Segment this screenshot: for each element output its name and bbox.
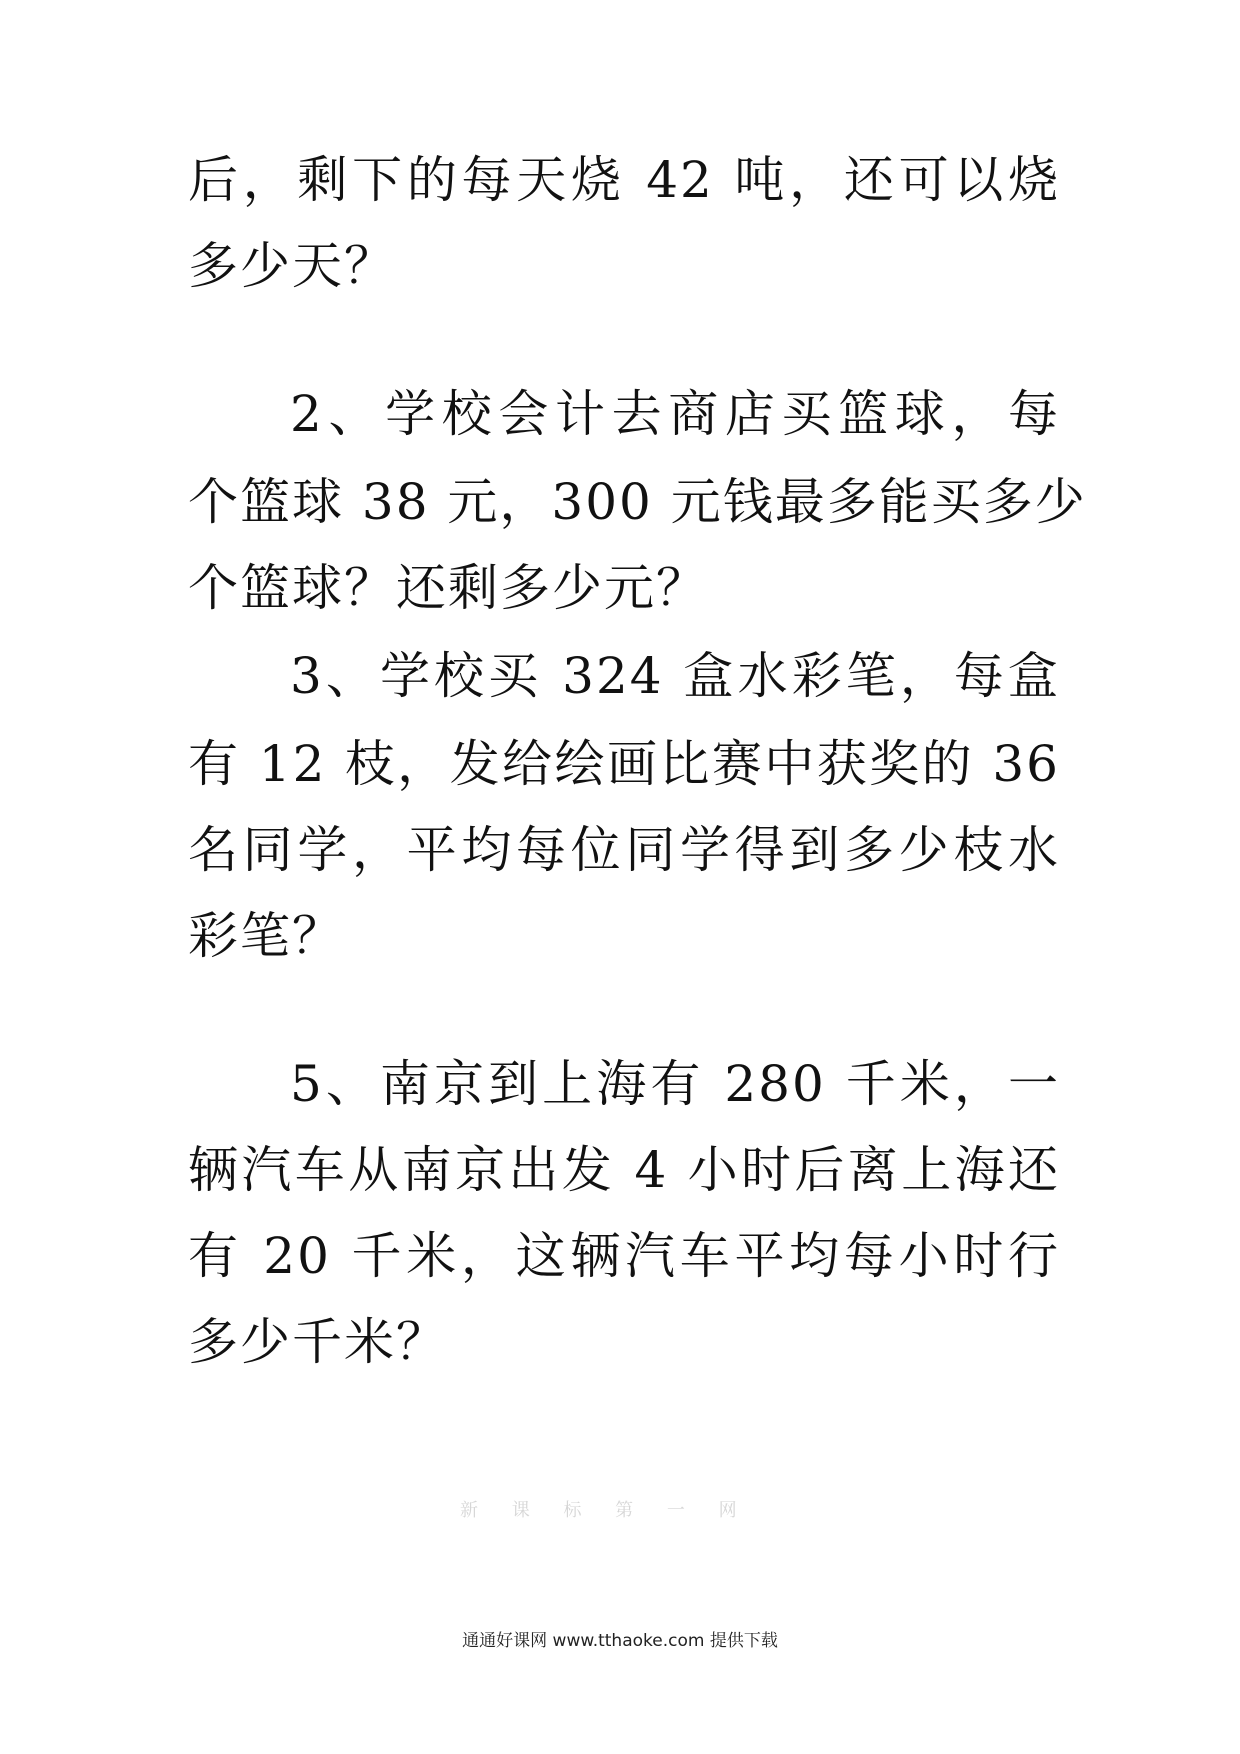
watermark-text: 新 课 标 第 一 网 xyxy=(460,1500,751,1521)
problem3-line-4: 彩笔？ xyxy=(188,907,344,965)
problem5-line-1: 5、南京到上海有 280 千米，一 xyxy=(290,1055,1060,1113)
problem2-line-1: 2、学校会计去商店买篮球，每 xyxy=(290,385,1060,443)
problem2-line-2: 个篮球 38 元，300 元钱最多能买多少 xyxy=(188,473,1087,531)
problem3-line-2: 有 12 枝，发给绘画比赛中获奖的 36 xyxy=(188,735,1060,793)
problem5-line-3: 有 20 千米，这辆汽车平均每小时行 xyxy=(188,1227,1060,1285)
problem1-continuation-line-2: 多少天？ xyxy=(188,237,396,295)
problem5-line-4: 多少千米？ xyxy=(188,1313,448,1371)
problem1-continuation-line-1: 后，剩下的每天烧 42 吨，还可以烧 xyxy=(188,151,1060,209)
problem2-line-3: 个篮球？还剩多少元？ xyxy=(188,559,708,617)
problem5-line-2: 辆汽车从南京出发 4 小时后离上海还 xyxy=(188,1141,1060,1199)
problem3-line-1: 3、学校买 324 盒水彩笔，每盒 xyxy=(290,647,1060,705)
page-footer: 通通好课网 www.tthaoke.com 提供下载 xyxy=(462,1631,778,1651)
problem3-line-3: 名同学，平均每位同学得到多少枝水 xyxy=(188,821,1060,879)
